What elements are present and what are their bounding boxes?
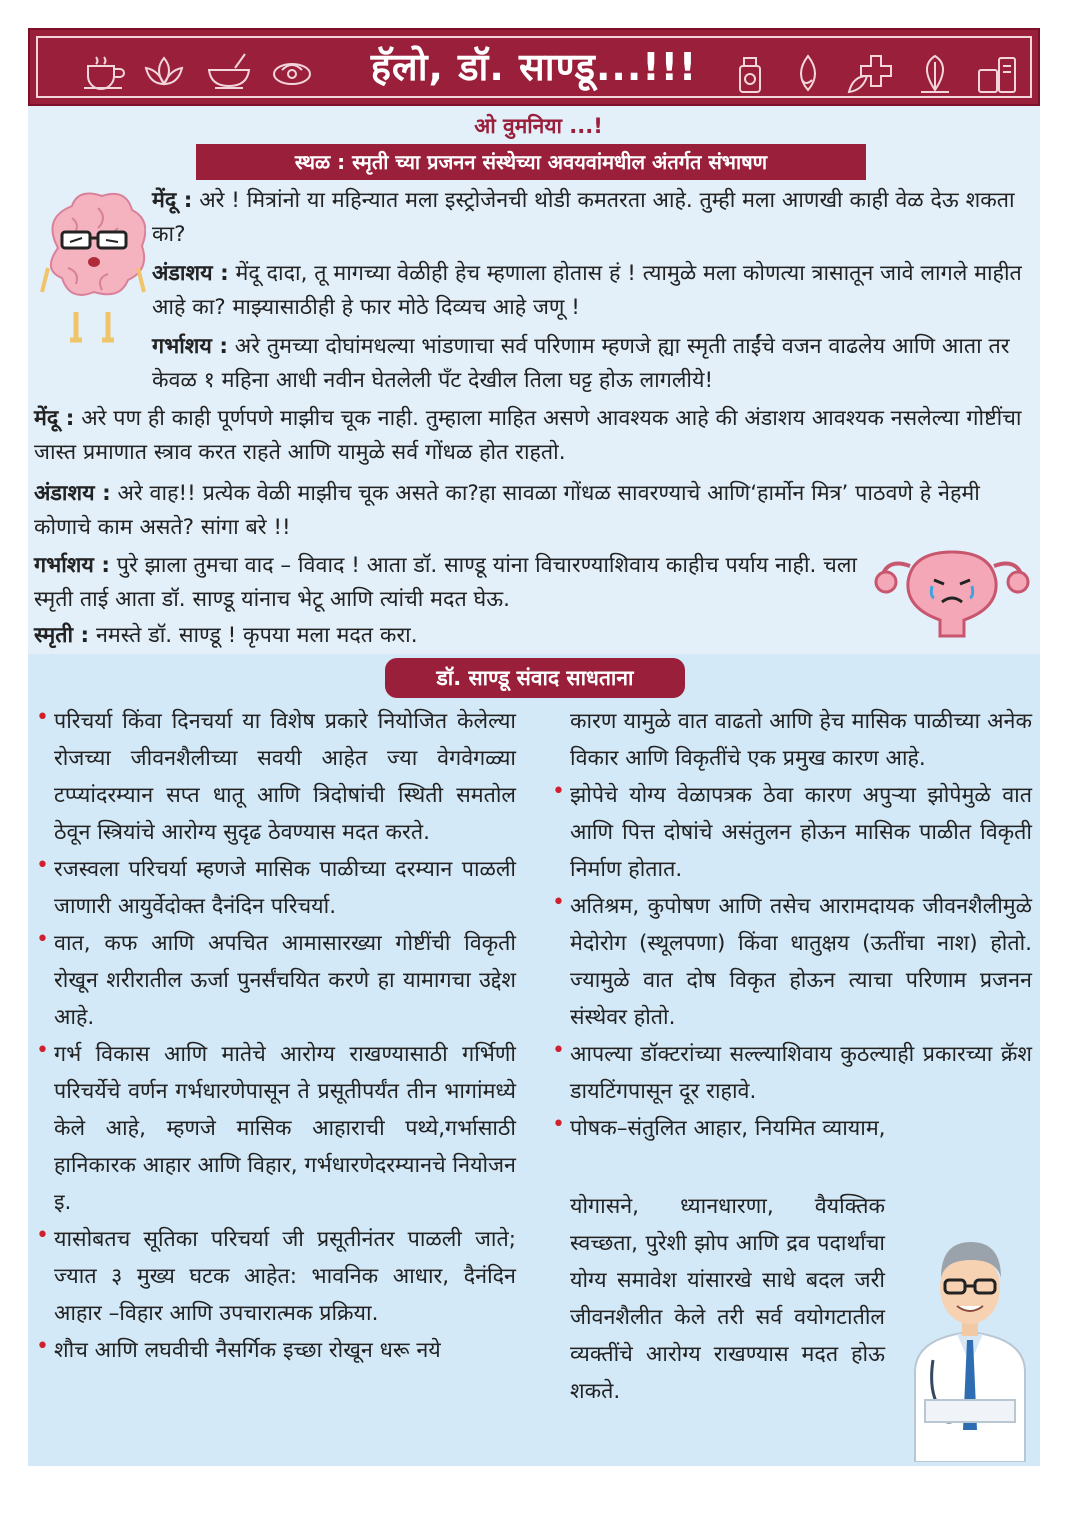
dialogue-line-7 [34, 619, 869, 653]
dialogue-line-5 [34, 477, 1032, 545]
bullet-icon: • [552, 1112, 565, 1137]
dialogue-text: नमस्ते डॉ. साण्डू ! कृपया मला मदत करा. [89, 623, 418, 648]
subtitle: ओ वुमनिया ...! [474, 114, 603, 138]
uterus-character [872, 536, 1032, 644]
list-item: • पोषक–संतुलित आहार, नियमित व्यायाम, [552, 1112, 886, 1141]
section-title: डॉ. साण्डू संवाद साधताना [385, 658, 685, 698]
dialogue-text: अरे पण ही काही पूर्णपणे माझीच चूक नाही. तुम्हाला माहित असणे आवश्यक आहे की अंडाशय आवश्यक नसलेल्या गोष्टींचा जास्त प्रमाणात स्त्राव करत राहते आणि यामुळे सर्व गोंधळ होत राहतो. [34, 406, 1022, 465]
list-item: • रजस्वला परिचर्या म्हणजे मासिक पाळीच्या दरम्यान पाळली जाणारी आयुर्वेदोक्त दैनंदिन परिचर्या. [36, 853, 516, 919]
mortar-pestle-icon [205, 52, 253, 92]
venue-bar: स्थळ : स्मृती च्या प्रजनन संस्थेच्या अवयवांमधील अंतर्गत संभाषण [196, 144, 866, 180]
speaker-label: अंडाशय : [34, 481, 111, 506]
pill-box-icon [975, 52, 1019, 96]
dialogue-line-4 [34, 402, 1032, 470]
dialogue-text: पुरे झाला तुमचा वाद – विवाद ! आता डॉ. साण्डू यांना विचारण्याशिवाय काहीच पर्याय नाही. चला स्मृती ताई आता डॉ. साण्डू यांनाच भेटू आणि त्यांची मदत घेऊ. [34, 553, 857, 612]
bullet-icon: • [552, 1038, 565, 1063]
oil-drop-icon [790, 52, 826, 96]
page-title: हॅलो, डॉ. साण्डू...!!! [370, 45, 698, 89]
header-banner [28, 28, 1040, 106]
bullet-icon: • [36, 1038, 49, 1063]
medicine-bottle-icon [730, 52, 770, 96]
dialogue-text: अरे ! मित्रांनो या महिन्यात मला इस्ट्रोजेनची थोडी कमतरता आहे. तुम्ही मला आणखी काही वेळ देऊ शकता का? [152, 188, 1015, 247]
dialogue-line-1 [152, 184, 1032, 252]
speaker-label: स्मृती : [34, 623, 90, 648]
bullet-icon: • [36, 705, 49, 730]
hand-leaf-icon [915, 52, 955, 96]
tea-cup-icon [80, 52, 130, 92]
speaker-label: गर्भाशय : [152, 334, 228, 359]
dialogue-line-3 [152, 330, 1032, 398]
bullet-icon: • [36, 853, 49, 878]
brain-character [38, 188, 146, 350]
bullet-icon: • [552, 890, 565, 915]
list-item: • अतिश्रम, कुपोषण आणि तसेच आरामदायक जीवनशैलीमुळे मेदोरोग (स्थूलपणा) किंवा धातुक्षय (ऊतींचा नाश) होतो. ज्यामुळे वात दोष विकृत होऊन त्याचा परिणाम प्रजनन संस्थेवर होतो. [552, 890, 1032, 1030]
speaker-label: मेंदू : [34, 406, 75, 431]
list-item: • यासोबतच सूतिका परिचर्या जी प्रसूतीनंतर पाळली जाते; ज्यात ३ मुख्य घटक आहेत: भावनिक आधार, दैनंदिन आहार –विहार आणि उपचारात्मक प्रक्रिया. [36, 1223, 516, 1326]
speaker-label: गर्भाशय : [34, 553, 110, 578]
lotus-icon [142, 52, 186, 92]
bullet-icon: • [552, 779, 565, 804]
right-column [552, 703, 1032, 1147]
herb-bowl-icon [270, 52, 314, 92]
speaker-label: अंडाशय : [152, 261, 229, 286]
left-column [36, 703, 516, 1369]
dialogue-line-6 [34, 549, 869, 617]
dialogue-text: अरे वाह!! प्रत्येक वेळी माझीच चूक असते का?हा सावळा गोंधळ सावरण्याचे आणि‘हार्मोन मित्र’ पाठवणे हे नेहमी कोणाचे काम असते? सांगा बरे !! [34, 481, 980, 540]
doctor-character [905, 1230, 1035, 1462]
list-item: • गर्भ विकास आणि मातेचे आरोग्य राखण्यासाठी गर्भिणी परिचर्येचे वर्णन गर्भधारणेपासून ते प्रसूतीपर्यंत तीन भागांमध्ये केले आहे, म्हणजे मासिक आहाराची पथ्ये,गर्भासाठी हानिकारक आहार आणि विहार, गर्भधारणेदरम्यानचे नियोजन इ. [36, 1038, 516, 1215]
list-item: • वात, कफ आणि अपचित आमासारख्या गोष्टींची विकृती रोखून शरीरातील ऊर्जा पुनर्संचयित करणे हा यामागचा उद्देश आहे. [36, 927, 516, 1030]
cross-leaf-icon [845, 52, 895, 96]
dialogue-text: मेंदू दादा, तू मागच्या वेळीही हेच म्हणाला होतास हं ! त्यामुळे मला कोणत्या त्रासातून जावे लागले माहीत आहे का? माझ्यासाठीही हे फार मोठे दिव्यच आहे जणू ! [152, 261, 1022, 320]
list-item: • परिचर्या किंवा दिनचर्या या विशेष प्रकारे नियोजित केलेल्या रोजच्या जीवनशैलीच्या सवयी आहेत ज्या वेगवेगळ्या टप्प्यांदरम्यान सप्त धातू आणि त्रिदोषांची स्थिती समतोल ठेवून स्त्रियांचे आरोग्य सुदृढ ठेवण्यास मदत करते. [36, 705, 516, 845]
dialogue-text: अरे तुमच्या दोघांमधल्या भांडणाचा सर्व परिणाम म्हणजे ह्या स्मृती ताईंचे वजन वाढलेय आणि आता तर केवळ १ महिना आधी नवीन घेतलेली पँट देखील तिला घट्ट होऊ लागलीये! [152, 334, 1010, 393]
bullet-icon: • [36, 1334, 49, 1359]
list-item-continuation: कारण यामुळे वात वाढतो आणि हेच मासिक पाळीच्या अनेक विकार आणि विकृतींचे एक प्रमुख कारण आहे. [570, 709, 1032, 771]
last-item-text: योगासने, ध्यानधारणा, वैयक्तिक स्वच्छता, पुरेशी झोप आणि द्रव पदार्थांचा योग्य समावेश यांसारखे साधे बदल जरी जीवनशैलीत केले तरी सर्व वयोगटातील व्यक्तींचे आरोग्य राखण्यास मदत होऊ शकते. [570, 1194, 885, 1404]
list-item: • झोपेचे योग्य वेळापत्रक ठेवा कारण अपुऱ्या झोपेमुळे वात आणि पित्त दोषांचे असंतुलन होऊन मासिक पाळीत विकृती निर्माण होतात. [552, 779, 1032, 882]
bullet-icon: • [36, 1223, 49, 1248]
speaker-label: मेंदू : [152, 188, 193, 213]
dialogue-line-2 [152, 257, 1032, 325]
bullet-icon: • [36, 927, 49, 952]
list-item: • आपल्या डॉक्टरांच्या सल्ल्याशिवाय कुठल्याही प्रकारच्या क्रॅश डायटिंगपासून दूर राहावे. [552, 1038, 1032, 1104]
list-item: • शौच आणि लघवीची नैसर्गिक इच्छा रोखून धरू नये [36, 1334, 441, 1363]
